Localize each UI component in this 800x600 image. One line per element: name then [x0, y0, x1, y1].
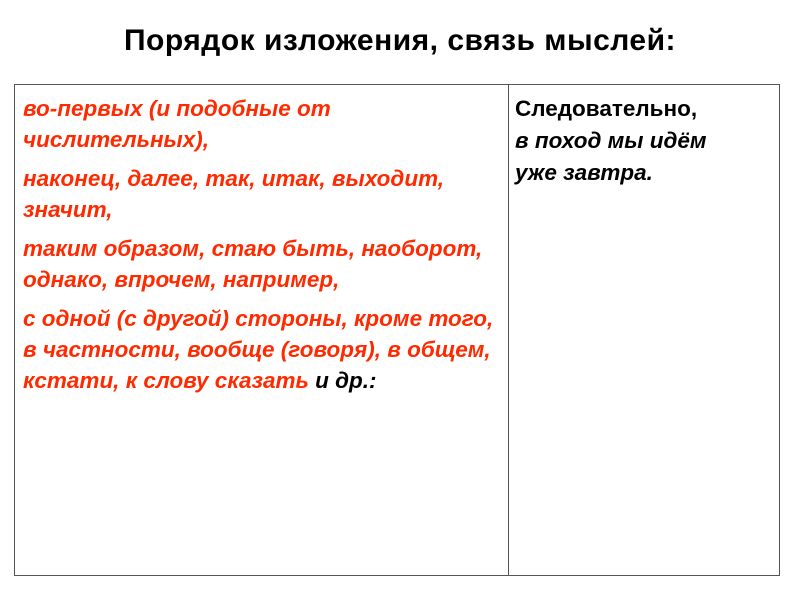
connective-paragraph-4: [23, 303, 500, 396]
connective-paragraph-3: таким образом, стаю быть, наоборот, однако, впрочем, например,: [23, 236, 483, 292]
content-table: [14, 84, 780, 576]
page-title: Порядок изложения, связь мыслей:: [123, 24, 677, 57]
table-cell-connectives: [15, 85, 509, 575]
example-line-1: Следовательно,: [515, 96, 698, 121]
connective-paragraph-2: наконец, далее, так, итак, выходит, значит,: [23, 166, 445, 222]
connective-paragraph-4-red: с одной (с другой) стороны, кроме того, в частности, вообще (говоря), в общем, кстати, к слову сказать: [23, 306, 494, 393]
example-line-3: уже завтра.: [515, 160, 653, 185]
connective-paragraph-4-etc: и др.:: [308, 368, 377, 393]
connective-paragraph-1: во-первых (и подобные от числительных),: [23, 96, 331, 152]
table-cell-example: [509, 85, 779, 575]
example-line-2: в поход мы идём: [515, 128, 707, 153]
